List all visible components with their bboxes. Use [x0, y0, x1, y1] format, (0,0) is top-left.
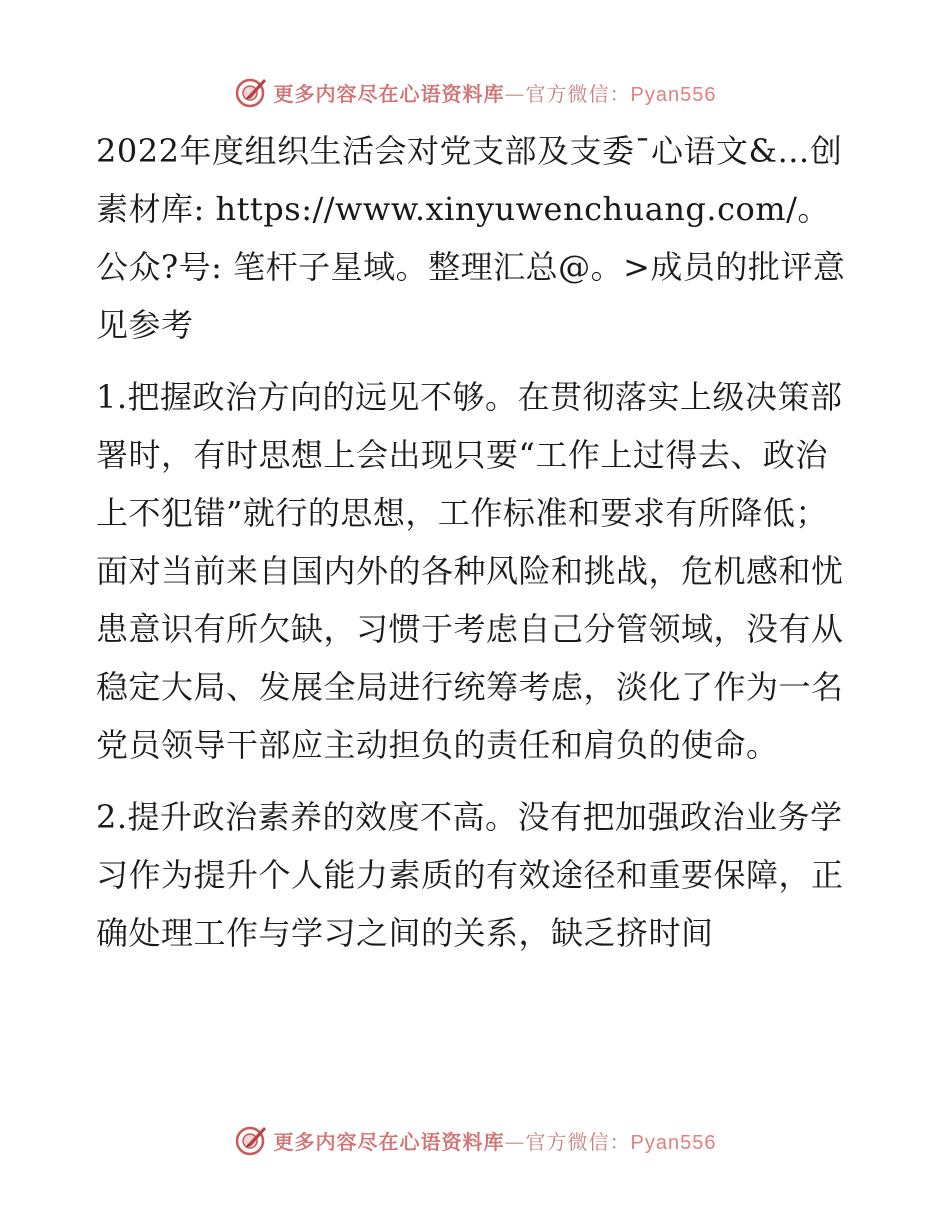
header-watermark	[0, 72, 950, 112]
quill-logo-icon	[234, 1123, 268, 1157]
watermark-brand: 更多内容尽在心语资料库	[273, 1129, 505, 1154]
document-body	[96, 122, 856, 976]
watermark-wechat-label: 官方微信：	[525, 1129, 631, 1154]
watermark-text	[274, 78, 717, 107]
watermark-wechat-id: Pyan556	[630, 83, 717, 106]
paragraph-1: 1.把握政治方向的远见不够。在贯彻落实上级决策部署时，有时思想上会出现只要“工作上过得去、政治上不犯错”就行的思想，工作标准和要求有所降低；面对当前来自国内外的各种风险和挑战，危机感和忧患意识有所欠缺，习惯于考虑自己分管领域，没有从稳定大局、发展全局进行统筹考虑，淡化了作为一名党员领导干部应主动担负的责任和肩负的使命。	[96, 378, 844, 764]
watermark-dash: —	[504, 1129, 526, 1154]
paragraph-2: 2.提升政治素养的效度不高。没有把加强政治业务学习作为提升个人能力素质的有效途径和重要保障，正确处理工作与学习之间的关系，缺乏挤时间	[96, 798, 844, 952]
watermark-dash: —	[504, 81, 526, 106]
footer-watermark	[0, 1120, 950, 1160]
quill-logo-icon	[234, 75, 268, 109]
watermark-text	[274, 1126, 717, 1155]
watermark-wechat-label: 官方微信：	[525, 81, 631, 106]
watermark-wechat-id: Pyan556	[630, 1131, 717, 1154]
document-title: 2022年度组织生活会对党支部及支委¯心语文&…创素材库: https://www.xinyuwenchuang.com/。公众?号: 笔杆子星域。整理汇总@。>成员的批评意见参考	[96, 132, 846, 344]
watermark-brand: 更多内容尽在心语资料库	[273, 81, 505, 106]
